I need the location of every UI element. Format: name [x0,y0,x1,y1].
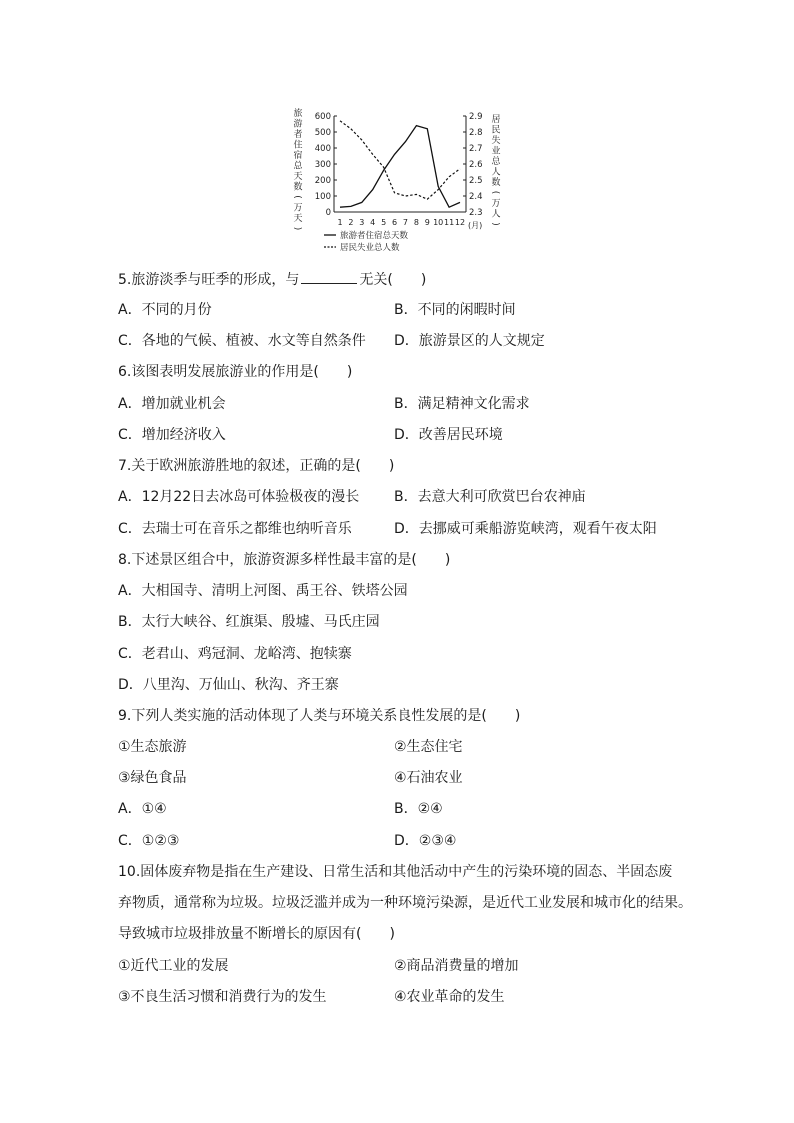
left-tick-label: 300 [314,160,331,170]
right-tick-label: 2.5 [469,176,483,186]
axis-label-char: 失 [491,136,501,146]
axis-label-char: 天 [293,214,303,224]
q7-stem: 7.关于欧洲旅游胜地的叙述，正确的是( ) [118,458,395,474]
q9-option-a: A．①④ [118,801,167,817]
x-tick-label: 6 [391,218,398,227]
q9-item-2: ②生态住宅 [394,739,463,755]
q9-stem: 9.下列人类实施的活动体现了人类与环境关系良性发展的是( ) [118,708,521,724]
left-tick-label: 200 [314,176,331,186]
right-tick-label: 2.6 [469,160,483,170]
right-tick-label: 2.3 [469,208,483,218]
axis-label-char: ( [292,195,302,199]
q10-item-1: ①近代工业的发展 [118,958,229,974]
left-tick-label: 400 [314,144,331,154]
x-tick-label: 12 [454,218,466,227]
q6-option-b: B．满足精神文化需求 [394,396,530,412]
series-line-lodging-days [340,126,460,208]
left-tick-label: 100 [314,192,331,202]
q8-option-c: C．老君山、鸡冠洞、龙峪湾、抱犊寨 [118,646,352,662]
left-tick-label: 500 [314,128,331,138]
q5-option-c: C．各地的气候、植被、水文等自然条件 [118,333,366,349]
x-tick-label: 4 [370,218,376,227]
right-tick-label: 2.7 [469,144,483,154]
q9-item-1: ①生态旅游 [118,739,187,755]
chart-svg [288,104,508,260]
axis-label-char: 万 [491,199,501,209]
x-tick-label: 9 [424,218,430,227]
q7-option-a: A．12月22日去冰岛可体验极夜的漫长 [118,489,360,505]
q8-option-b: B．太行大峡谷、红旗渠、殷墟、马氏庄园 [118,614,380,630]
q5-blank [301,269,357,284]
axis-label-char: 宿 [293,151,303,161]
q8-stem: 8.下述景区组合中，旅游资源多样性最丰富的是( ) [118,552,451,568]
right-axis-label [490,114,501,226]
legend-label-unemployment: 居民失业总人数 [340,243,400,253]
x-tick-label: 10 [433,218,444,227]
series-line-unemployment [340,121,460,199]
axis-label-char: 游 [293,119,303,130]
axis-label-char: 人 [491,167,501,178]
tourism-chart [288,104,508,260]
axis-label-char: 总 [491,157,501,167]
x-tick-label: 8 [413,218,419,227]
q10-item-4: ④农业革命的发生 [394,989,505,1005]
left-tick-label: 0 [325,208,331,218]
q5-option-a: A．不同的月份 [118,302,212,318]
x-tick-label: 1 [337,218,343,227]
axis-label-char: 总 [293,161,303,172]
q5-option-d: D．旅游景区的人文规定 [394,333,545,349]
legend-label-lodging: 旅游者住宿总天数 [340,231,409,241]
axis-label-char: 旅 [293,109,303,119]
q8-option-a: A．大相国寺、清明上河图、禹王谷、铁塔公园 [118,583,408,599]
axis-label-char: 万 [293,203,303,214]
q8-option-d: D．八里沟、万仙山、秋沟、齐王寨 [118,677,339,693]
axis-label-char: ) [490,222,500,226]
right-tick-label: 2.9 [469,112,483,122]
q6-option-d: D．改善居民环境 [394,427,503,443]
q9-item-3: ③绿色食品 [118,770,187,786]
q7-option-c: C．去瑞士可在音乐之都维也纳听音乐 [118,521,352,537]
q5-option-b: B．不同的闲暇时间 [394,302,516,318]
q7-option-d: D．去挪威可乘船游览峡湾，观看午夜太阳 [394,521,657,537]
q5-stem-part-b: 无关( ) [359,272,427,288]
axis-label-char: 数 [491,178,501,188]
axis-label-char: ( [490,190,500,195]
axis-label-char: 居 [491,115,501,125]
q10-item-2: ②商品消费量的增加 [394,958,519,974]
x-tick-label: 3 [359,218,365,227]
x-unit-label: (月) [468,221,483,230]
q9-option-b: B．②④ [394,801,443,817]
axis-label-char: 住 [293,140,303,151]
q9-item-4: ④石油农业 [394,770,463,786]
q6-option-a: A．增加就业机会 [118,396,226,412]
q10-stem-line-2: 弃物质，通常称为垃圾。垃圾泛滥并成为一种环境污染源，是近代工业发展和城市化的结果。 [118,895,692,911]
q6-stem: 6.该图表明发展旅游业的作用是( ) [118,364,353,380]
q5-stem-part-a: 5.旅游淡季与旺季的形成，与 [118,272,300,288]
left-axis-label [292,107,303,230]
axis-label-char: 业 [491,146,501,157]
x-tick-label: 11 [443,218,455,227]
q9-option-c: C．①②③ [118,833,180,849]
right-tick-label: 2.4 [469,192,483,202]
x-tick-label: 7 [402,218,409,227]
q5-stem [118,269,426,290]
axis-label-char: ) [292,226,302,231]
q10-stem-line-3: 导致城市垃圾排放量不断增长的原因有( ) [118,926,395,942]
axis-label-char: 者 [293,130,303,140]
q10-stem-line-1: 10.固体废弃物是指在生产建设、日常生活和其他活动中产生的污染环境的固态、半固态废 [118,864,673,880]
x-tick-label: 5 [381,218,387,227]
axis-label-char: 民 [491,125,501,136]
right-tick-label: 2.8 [469,128,483,138]
q6-option-c: C．增加经济收入 [118,427,226,443]
axis-label-char: 数 [293,182,303,193]
q9-option-d: D．②③④ [394,833,457,849]
left-tick-label: 600 [314,112,331,122]
x-tick-label: 2 [348,218,354,227]
q7-option-b: B．去意大利可欣赏巴台农神庙 [394,489,586,505]
axis-label-char: 人 [491,209,501,220]
q10-item-3: ③不良生活习惯和消费行为的发生 [118,989,327,1005]
axis-label-char: 天 [293,172,303,182]
